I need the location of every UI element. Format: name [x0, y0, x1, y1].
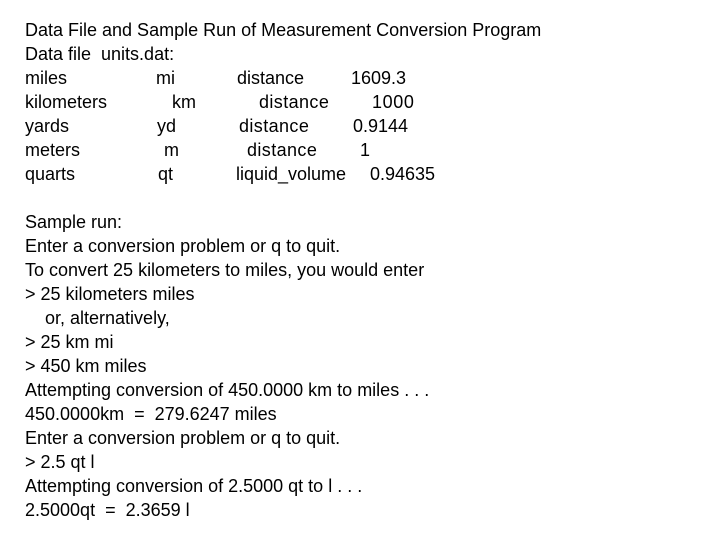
console-input-line: > 25 kilometers miles [25, 284, 195, 304]
unit-name: miles [25, 68, 68, 88]
console-result-line: 2.5000qt = 2.3659 l [25, 500, 190, 520]
console-line: Attempting conversion of 2.5000 qt to l . . . [25, 476, 363, 496]
unit-name: yards [25, 116, 70, 136]
console-line: Enter a conversion problem or q to quit. [25, 428, 341, 448]
unit-class: liquid_volume [236, 164, 347, 184]
console-input-line: > 450 km miles [25, 356, 147, 376]
console-input-line: > 2.5 qt l [25, 452, 95, 472]
sample-run-heading: Sample run: [25, 212, 123, 232]
unit-name: kilometers [25, 92, 108, 112]
console-line: Attempting conversion of 450.0000 km to miles . . . [25, 380, 430, 400]
console-input-line: > 25 km mi [25, 332, 114, 352]
unit-value: 0.94635 [370, 164, 436, 184]
console-result-line: 450.0000km = 279.6247 miles [25, 404, 277, 424]
unit-abbr: m [164, 140, 179, 160]
page-title: Data File and Sample Run of Measurement Conversion Program [25, 20, 542, 40]
unit-value: 1000 [372, 92, 415, 112]
unit-class: distance [259, 92, 330, 112]
unit-value: 0.9144 [353, 116, 409, 136]
unit-abbr: km [172, 92, 196, 112]
unit-abbr: qt [158, 164, 174, 184]
unit-value: 1 [360, 140, 371, 160]
unit-abbr: yd [157, 116, 177, 136]
unit-abbr: mi [156, 68, 175, 88]
data-file-label: Data file units.dat: [25, 44, 175, 64]
unit-value: 1609.3 [351, 68, 407, 88]
unit-class: distance [247, 140, 318, 160]
console-line: To convert 25 kilometers to miles, you would enter [25, 260, 425, 280]
unit-class: distance [237, 68, 305, 88]
console-line: Enter a conversion problem or q to quit. [25, 236, 341, 256]
unit-name: meters [25, 140, 81, 160]
unit-name: quarts [25, 164, 76, 184]
console-line: or, alternatively, [25, 308, 170, 328]
unit-class: distance [239, 116, 310, 136]
